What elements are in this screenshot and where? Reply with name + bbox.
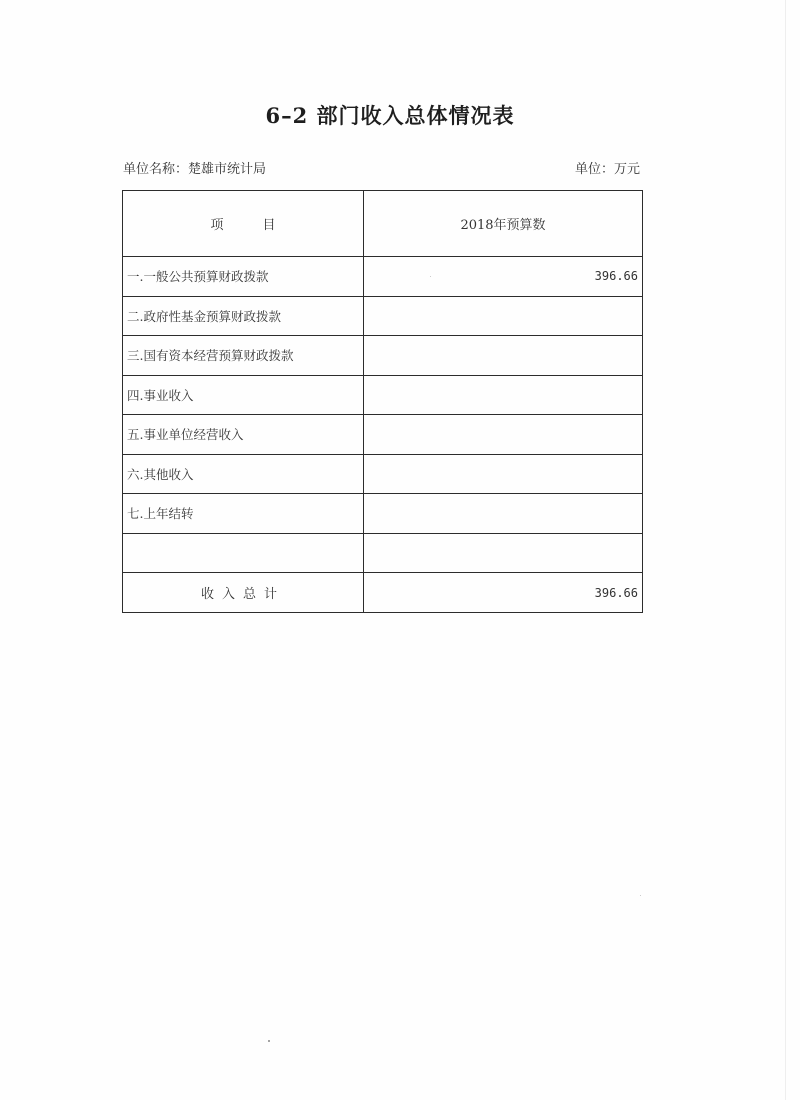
- income-table: [122, 190, 643, 613]
- row-item: 三.国有资本经营预算财政拨款: [123, 336, 364, 376]
- row-item: 五.事业单位经营收入: [123, 415, 364, 455]
- scan-speck: [640, 895, 641, 896]
- table-row: [123, 533, 643, 573]
- table-row: [123, 336, 643, 376]
- table-row: [123, 415, 643, 455]
- row-item: [123, 533, 364, 573]
- page-title: 6–2 部门收入总体情况表: [265, 103, 515, 128]
- scan-speck: [268, 1040, 270, 1042]
- row-amount: [364, 494, 643, 534]
- table-row: [123, 296, 643, 336]
- row-amount: [364, 454, 643, 494]
- row-item: 二.政府性基金预算财政拨款: [123, 296, 364, 336]
- row-amount: [364, 533, 643, 573]
- table-row: [123, 257, 643, 297]
- total-amount: 396.66: [364, 573, 643, 613]
- row-amount: [364, 336, 643, 376]
- unit-name-label: 单位名称：楚雄市统计局: [123, 162, 267, 177]
- header-budget: 2018年预算数: [364, 191, 643, 257]
- row-item: 四.事业收入: [123, 375, 364, 415]
- table-row: [123, 375, 643, 415]
- row-amount: [364, 375, 643, 415]
- total-label: 收入总计: [123, 573, 364, 613]
- row-amount: 396.66: [364, 257, 643, 297]
- header-item: 项 目: [123, 191, 364, 257]
- row-item: 一.一般公共预算财政拨款: [123, 257, 364, 297]
- table-row: [123, 494, 643, 534]
- scan-speck: [430, 276, 431, 277]
- row-item: 六.其他收入: [123, 454, 364, 494]
- table-header-row: [123, 191, 643, 257]
- table-row: [123, 454, 643, 494]
- scan-edge: [785, 0, 786, 1100]
- row-item: 七.上年结转: [123, 494, 364, 534]
- row-amount: [364, 296, 643, 336]
- unit-label: 单位：万元: [574, 162, 640, 177]
- row-amount: [364, 415, 643, 455]
- table-total-row: [123, 573, 643, 613]
